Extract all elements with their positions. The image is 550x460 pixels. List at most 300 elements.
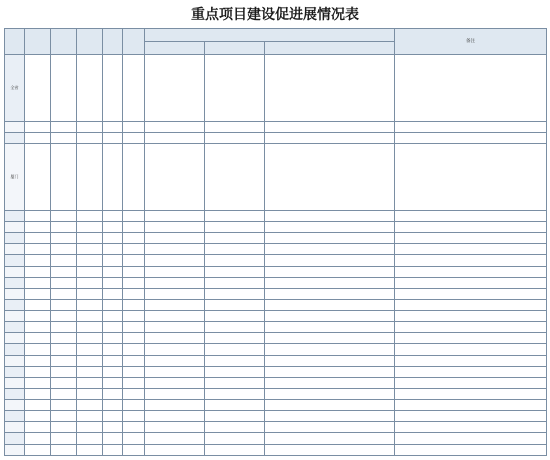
cell-d xyxy=(103,411,123,422)
cell-note xyxy=(395,233,547,244)
cell-d xyxy=(103,388,123,399)
cell-d xyxy=(103,366,123,377)
cell-p3 xyxy=(265,433,395,444)
cell-p1 xyxy=(145,144,205,211)
cell-e xyxy=(123,210,145,221)
cell-a xyxy=(25,400,51,411)
cell-d xyxy=(103,444,123,455)
cell-b xyxy=(51,244,77,255)
progress-table xyxy=(4,28,547,456)
cell-e xyxy=(123,311,145,322)
cell-p1 xyxy=(145,333,205,344)
cell-c xyxy=(77,255,103,266)
cell-e xyxy=(123,366,145,377)
cell-c xyxy=(77,210,103,221)
cell-c xyxy=(77,388,103,399)
cell-a xyxy=(25,233,51,244)
row-city xyxy=(5,277,25,288)
cell-p3 xyxy=(265,266,395,277)
cell-b xyxy=(51,288,77,299)
table-row xyxy=(5,400,547,411)
cell-p3 xyxy=(265,144,395,211)
cell-p3 xyxy=(265,388,395,399)
cell-p1 xyxy=(145,277,205,288)
cell-b xyxy=(51,366,77,377)
cell-d xyxy=(103,132,123,143)
row-city: 全省 xyxy=(5,55,25,122)
cell-p3 xyxy=(265,333,395,344)
table-row xyxy=(5,422,547,433)
cell-e xyxy=(123,121,145,132)
row-city xyxy=(5,244,25,255)
table-row xyxy=(5,55,547,122)
cell-note xyxy=(395,422,547,433)
cell-d xyxy=(103,288,123,299)
cell-p2 xyxy=(205,444,265,455)
cell-d xyxy=(103,222,123,233)
cell-a xyxy=(25,210,51,221)
cell-c xyxy=(77,433,103,444)
cell-b xyxy=(51,132,77,143)
cell-note xyxy=(395,255,547,266)
col-header-d xyxy=(103,29,123,55)
cell-a xyxy=(25,144,51,211)
table-row xyxy=(5,377,547,388)
cell-p1 xyxy=(145,433,205,444)
cell-c xyxy=(77,121,103,132)
row-city xyxy=(5,233,25,244)
cell-p2 xyxy=(205,311,265,322)
cell-b xyxy=(51,210,77,221)
cell-p1 xyxy=(145,244,205,255)
cell-e xyxy=(123,244,145,255)
cell-note xyxy=(395,311,547,322)
cell-b xyxy=(51,311,77,322)
row-city xyxy=(5,322,25,333)
cell-p3 xyxy=(265,344,395,355)
table-row xyxy=(5,388,547,399)
cell-a xyxy=(25,444,51,455)
cell-p1 xyxy=(145,344,205,355)
cell-b xyxy=(51,333,77,344)
cell-p3 xyxy=(265,400,395,411)
cell-note xyxy=(395,299,547,310)
cell-p1 xyxy=(145,266,205,277)
cell-a xyxy=(25,222,51,233)
cell-e xyxy=(123,233,145,244)
row-city xyxy=(5,311,25,322)
cell-p2 xyxy=(205,277,265,288)
cell-a xyxy=(25,311,51,322)
cell-e xyxy=(123,222,145,233)
cell-d xyxy=(103,255,123,266)
row-city xyxy=(5,255,25,266)
cell-e xyxy=(123,377,145,388)
cell-p2 xyxy=(205,344,265,355)
table-row xyxy=(5,132,547,143)
cell-e xyxy=(123,344,145,355)
table-row xyxy=(5,121,547,132)
cell-b xyxy=(51,344,77,355)
table-row xyxy=(5,244,547,255)
cell-a xyxy=(25,422,51,433)
cell-a xyxy=(25,411,51,422)
cell-p1 xyxy=(145,388,205,399)
table-row xyxy=(5,433,547,444)
cell-d xyxy=(103,299,123,310)
cell-p3 xyxy=(265,222,395,233)
cell-p1 xyxy=(145,222,205,233)
cell-b xyxy=(51,222,77,233)
cell-c xyxy=(77,288,103,299)
cell-p3 xyxy=(265,244,395,255)
cell-b xyxy=(51,355,77,366)
cell-p3 xyxy=(265,322,395,333)
cell-p3 xyxy=(265,233,395,244)
table-row xyxy=(5,344,547,355)
cell-a xyxy=(25,333,51,344)
cell-p1 xyxy=(145,210,205,221)
cell-e xyxy=(123,322,145,333)
row-city xyxy=(5,411,25,422)
cell-p3 xyxy=(265,132,395,143)
cell-c xyxy=(77,422,103,433)
cell-b xyxy=(51,388,77,399)
cell-p3 xyxy=(265,299,395,310)
row-city xyxy=(5,132,25,143)
cell-p2 xyxy=(205,266,265,277)
row-city xyxy=(5,121,25,132)
cell-d xyxy=(103,277,123,288)
row-city xyxy=(5,377,25,388)
col-header-p2 xyxy=(205,42,265,55)
cell-p2 xyxy=(205,55,265,122)
table-row xyxy=(5,333,547,344)
cell-note xyxy=(395,277,547,288)
table-header-row xyxy=(5,29,547,42)
row-city xyxy=(5,299,25,310)
cell-p2 xyxy=(205,422,265,433)
cell-note xyxy=(395,210,547,221)
cell-d xyxy=(103,55,123,122)
cell-p1 xyxy=(145,299,205,310)
cell-b xyxy=(51,422,77,433)
cell-a xyxy=(25,266,51,277)
cell-p2 xyxy=(205,222,265,233)
cell-note xyxy=(395,144,547,211)
cell-e xyxy=(123,333,145,344)
cell-p1 xyxy=(145,55,205,122)
cell-e xyxy=(123,422,145,433)
cell-p2 xyxy=(205,322,265,333)
cell-b xyxy=(51,266,77,277)
cell-a xyxy=(25,244,51,255)
cell-c xyxy=(77,277,103,288)
cell-c xyxy=(77,344,103,355)
cell-c xyxy=(77,333,103,344)
cell-a xyxy=(25,366,51,377)
cell-p1 xyxy=(145,311,205,322)
row-city xyxy=(5,422,25,433)
cell-c xyxy=(77,266,103,277)
cell-e xyxy=(123,299,145,310)
cell-p2 xyxy=(205,144,265,211)
cell-c xyxy=(77,400,103,411)
cell-d xyxy=(103,121,123,132)
col-header-p3 xyxy=(265,42,395,55)
cell-e xyxy=(123,433,145,444)
cell-p1 xyxy=(145,288,205,299)
row-city xyxy=(5,222,25,233)
cell-a xyxy=(25,132,51,143)
cell-d xyxy=(103,344,123,355)
cell-b xyxy=(51,411,77,422)
cell-a xyxy=(25,288,51,299)
cell-p1 xyxy=(145,422,205,433)
cell-note xyxy=(395,355,547,366)
cell-c xyxy=(77,311,103,322)
row-city xyxy=(5,433,25,444)
cell-note xyxy=(395,222,547,233)
cell-p3 xyxy=(265,55,395,122)
cell-c xyxy=(77,355,103,366)
cell-p2 xyxy=(205,244,265,255)
cell-e xyxy=(123,411,145,422)
cell-note xyxy=(395,433,547,444)
cell-p2 xyxy=(205,355,265,366)
table-row xyxy=(5,311,547,322)
cell-p2 xyxy=(205,132,265,143)
cell-d xyxy=(103,266,123,277)
cell-p3 xyxy=(265,355,395,366)
cell-note xyxy=(395,288,547,299)
cell-note xyxy=(395,266,547,277)
table-row xyxy=(5,233,547,244)
cell-d xyxy=(103,210,123,221)
cell-b xyxy=(51,433,77,444)
cell-note xyxy=(395,411,547,422)
cell-e xyxy=(123,266,145,277)
col-header-e xyxy=(123,29,145,55)
cell-d xyxy=(103,311,123,322)
cell-p1 xyxy=(145,255,205,266)
cell-e xyxy=(123,55,145,122)
cell-p2 xyxy=(205,366,265,377)
cell-p1 xyxy=(145,400,205,411)
cell-c xyxy=(77,244,103,255)
cell-c xyxy=(77,222,103,233)
cell-a xyxy=(25,344,51,355)
cell-c xyxy=(77,411,103,422)
cell-p1 xyxy=(145,377,205,388)
cell-a xyxy=(25,277,51,288)
cell-c xyxy=(77,366,103,377)
col-header-c xyxy=(77,29,103,55)
col-header-city xyxy=(5,29,25,55)
cell-note xyxy=(395,366,547,377)
cell-d xyxy=(103,322,123,333)
table-row xyxy=(5,444,547,455)
cell-p1 xyxy=(145,322,205,333)
row-city xyxy=(5,288,25,299)
cell-p3 xyxy=(265,288,395,299)
cell-e xyxy=(123,288,145,299)
col-header-a xyxy=(25,29,51,55)
cell-c xyxy=(77,132,103,143)
cell-c xyxy=(77,55,103,122)
col-header-p1 xyxy=(145,42,205,55)
progress-table-wrapper xyxy=(4,28,546,456)
row-city xyxy=(5,210,25,221)
row-city xyxy=(5,366,25,377)
cell-p2 xyxy=(205,333,265,344)
cell-a xyxy=(25,377,51,388)
table-row xyxy=(5,366,547,377)
cell-note xyxy=(395,244,547,255)
cell-note xyxy=(395,55,547,122)
cell-p2 xyxy=(205,388,265,399)
cell-b xyxy=(51,299,77,310)
table-row xyxy=(5,277,547,288)
cell-d xyxy=(103,333,123,344)
cell-p2 xyxy=(205,233,265,244)
cell-p3 xyxy=(265,444,395,455)
cell-p3 xyxy=(265,366,395,377)
page-title: 重点项目建设促进展情况表 xyxy=(191,7,359,23)
cell-note xyxy=(395,121,547,132)
cell-p1 xyxy=(145,132,205,143)
cell-d xyxy=(103,400,123,411)
cell-note xyxy=(395,400,547,411)
row-city xyxy=(5,388,25,399)
cell-p2 xyxy=(205,433,265,444)
cell-c xyxy=(77,377,103,388)
cell-a xyxy=(25,355,51,366)
cell-p2 xyxy=(205,210,265,221)
cell-p1 xyxy=(145,233,205,244)
cell-a xyxy=(25,322,51,333)
cell-b xyxy=(51,444,77,455)
cell-p2 xyxy=(205,400,265,411)
table-row xyxy=(5,411,547,422)
cell-d xyxy=(103,244,123,255)
cell-note xyxy=(395,444,547,455)
table-row xyxy=(5,355,547,366)
cell-a xyxy=(25,255,51,266)
cell-e xyxy=(123,255,145,266)
cell-b xyxy=(51,255,77,266)
cell-p2 xyxy=(205,411,265,422)
cell-note xyxy=(395,377,547,388)
cell-p3 xyxy=(265,210,395,221)
cell-p3 xyxy=(265,121,395,132)
cell-p2 xyxy=(205,121,265,132)
cell-note xyxy=(395,322,547,333)
cell-e xyxy=(123,144,145,211)
col-header-b xyxy=(51,29,77,55)
cell-d xyxy=(103,233,123,244)
cell-note xyxy=(395,333,547,344)
cell-note xyxy=(395,388,547,399)
cell-e xyxy=(123,355,145,366)
cell-b xyxy=(51,322,77,333)
cell-b xyxy=(51,144,77,211)
table-row xyxy=(5,322,547,333)
cell-a xyxy=(25,55,51,122)
cell-c xyxy=(77,233,103,244)
cell-p3 xyxy=(265,411,395,422)
cell-e xyxy=(123,400,145,411)
cell-b xyxy=(51,277,77,288)
cell-note xyxy=(395,132,547,143)
cell-p1 xyxy=(145,121,205,132)
cell-p3 xyxy=(265,377,395,388)
col-header-progress-group xyxy=(145,29,395,42)
cell-e xyxy=(123,277,145,288)
table-row xyxy=(5,299,547,310)
table-row xyxy=(5,222,547,233)
row-city xyxy=(5,266,25,277)
table-row xyxy=(5,255,547,266)
cell-p2 xyxy=(205,255,265,266)
cell-p3 xyxy=(265,311,395,322)
cell-p3 xyxy=(265,422,395,433)
cell-note xyxy=(395,344,547,355)
cell-a xyxy=(25,433,51,444)
table-row xyxy=(5,144,547,211)
cell-e xyxy=(123,388,145,399)
row-city xyxy=(5,355,25,366)
cell-p3 xyxy=(265,255,395,266)
cell-c xyxy=(77,322,103,333)
cell-p2 xyxy=(205,288,265,299)
cell-b xyxy=(51,55,77,122)
cell-p1 xyxy=(145,444,205,455)
table-row xyxy=(5,210,547,221)
row-city xyxy=(5,444,25,455)
cell-a xyxy=(25,299,51,310)
cell-d xyxy=(103,422,123,433)
cell-p2 xyxy=(205,377,265,388)
cell-p1 xyxy=(145,355,205,366)
table-row xyxy=(5,288,547,299)
cell-p1 xyxy=(145,411,205,422)
table-row xyxy=(5,266,547,277)
row-city xyxy=(5,333,25,344)
cell-a xyxy=(25,121,51,132)
cell-d xyxy=(103,144,123,211)
cell-e xyxy=(123,444,145,455)
table-body xyxy=(5,55,547,456)
cell-p3 xyxy=(265,277,395,288)
cell-b xyxy=(51,121,77,132)
row-city: 厦门 xyxy=(5,144,25,211)
cell-d xyxy=(103,433,123,444)
cell-p2 xyxy=(205,299,265,310)
row-city xyxy=(5,400,25,411)
row-city xyxy=(5,344,25,355)
cell-d xyxy=(103,355,123,366)
cell-e xyxy=(123,132,145,143)
cell-a xyxy=(25,388,51,399)
cell-b xyxy=(51,233,77,244)
cell-b xyxy=(51,377,77,388)
col-header-note: 备注 xyxy=(395,29,547,55)
cell-d xyxy=(103,377,123,388)
cell-c xyxy=(77,144,103,211)
cell-c xyxy=(77,299,103,310)
cell-p1 xyxy=(145,366,205,377)
